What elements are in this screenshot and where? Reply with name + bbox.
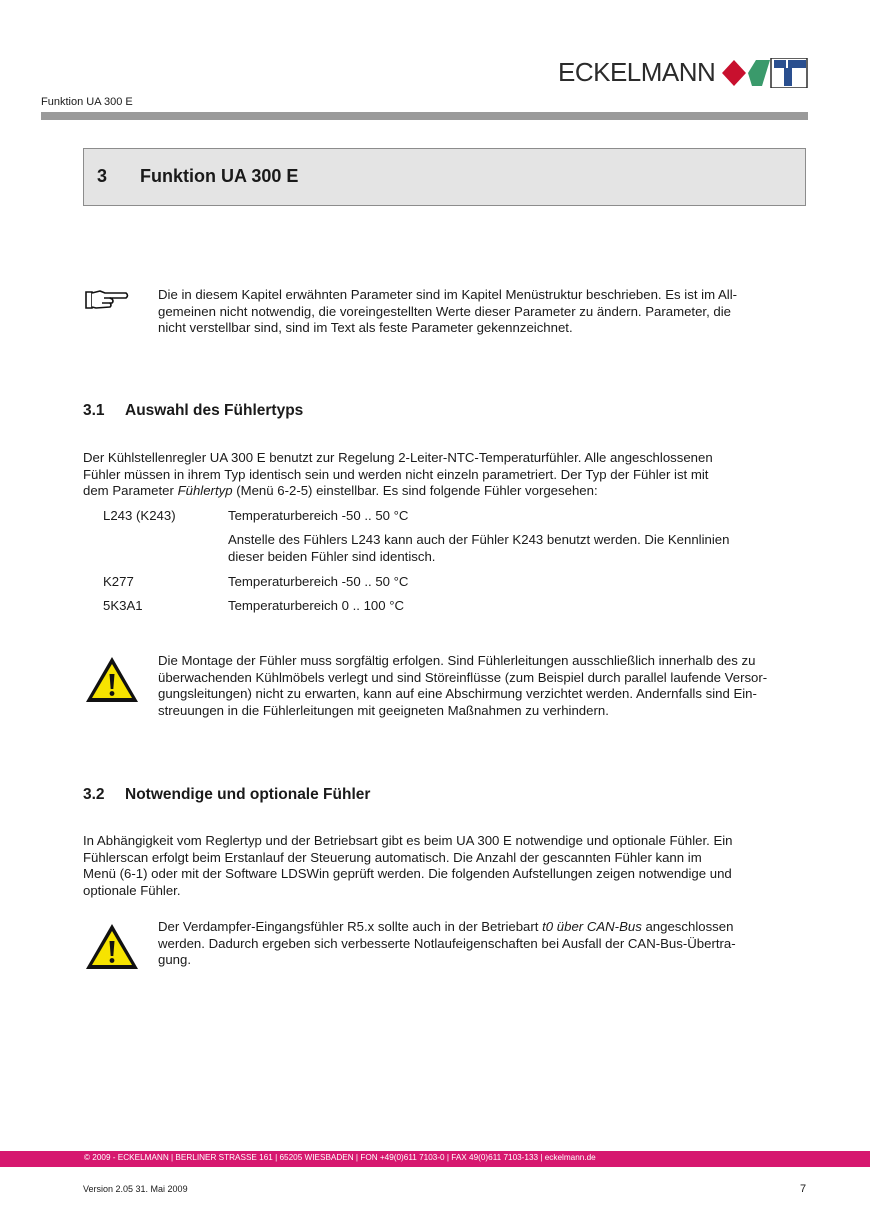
sensor-note (228, 532, 729, 565)
section-number: 3.1 (83, 402, 105, 419)
warning-text (158, 653, 767, 719)
section-title: Notwendige und optionale Fühler (125, 786, 371, 803)
parameter-name: Fühlertyp (177, 483, 233, 498)
section-3-2-intro (83, 833, 733, 899)
note-line: Die in diesem Kapitel erwähnten Parameter sind im Kapitel Menüstruktur beschrieben. Es ist im All- (158, 287, 738, 302)
sensor-range: Temperaturbereich -50 .. 50 °C (228, 508, 409, 523)
sensor-range: Temperaturbereich 0 .. 100 °C (228, 598, 405, 613)
warning-line: streuungen in die Fühlerleitungen mit geeigneten Maßnahmen zu verhindern. (158, 702, 609, 718)
section-3-1-intro (83, 450, 713, 500)
version-info: Version 2.05 31. Mai 2009 (83, 1184, 188, 1194)
paragraph-line (83, 483, 713, 500)
header-divider (41, 112, 808, 120)
sensor-range: Temperaturbereich -50 .. 50 °C (228, 574, 409, 589)
section-3-2-heading (83, 786, 370, 804)
running-header: Funktion UA 300 E (41, 96, 133, 108)
logo-green-shape (748, 60, 770, 86)
text-fragment: dem Parameter (83, 483, 178, 498)
section-3-1-heading (83, 402, 303, 420)
section-number: 3.2 (83, 786, 105, 803)
chapter-title: Funktion UA 300 E (140, 166, 299, 186)
warning-text (158, 919, 736, 969)
note-line: nicht verstellbar sind, sind im Text als feste Parameter gekennzeichnet. (158, 320, 573, 335)
footer-contact: © 2009 - ECKELMANN | BERLINER STRASSE 161 | 65205 WIESBADEN | FON +49(0)611 7103-0 | FAX 49(0)611 7103-133 | eckelmann.de (84, 1153, 596, 1162)
logo-blue-stem (784, 68, 792, 86)
warning-line: Die Montage der Fühler muss sorgfältig erfolgen. Sind Fühlerleitungen ausschließlich innerhalb des zu (158, 653, 756, 668)
section-title: Auswahl des Fühlertyps (125, 402, 304, 419)
note-text (158, 287, 737, 337)
text-fragment: (Menü 6-2-5) einstellbar. Es sind folgende Fühler vorgesehen: (232, 483, 598, 498)
paragraph-line: Der Kühlstellenregler UA 300 E benutzt zur Regelung 2-Leiter-NTC-Temperaturfühler. Alle angeschlossenen (83, 450, 713, 465)
warning-triangle-icon (84, 655, 140, 704)
warning-line: gungsleitungen) nicht zu erwarten, kann auf eine Abschirmung verzichtet werden. Andernfalls sind Ein- (158, 686, 757, 701)
paragraph-line: optionale Fühler. (83, 882, 181, 898)
warning-line (158, 919, 736, 936)
sensor-label: L243 (K243) (103, 508, 176, 523)
paragraph-line: Fühler müssen in ihrem Typ identisch sein und werden nicht einzeln parametriert. Der Typ der Fühler ist mit (83, 466, 709, 482)
sensor-note-line: dieser beiden Fühler sind identisch. (228, 548, 436, 564)
warning-triangle-icon (84, 922, 140, 971)
paragraph-line: Menü (6-1) oder mit der Software LDSWin geprüft werden. Die folgenden Aufstellungen zeigen notwendige und (83, 866, 732, 881)
warning-line: werden. Dadurch ergeben sich verbesserte Notlaufeigenschaften bei Ausfall der CAN-Bus-Übertra- (158, 935, 736, 951)
text-fragment: Der Verdampfer-Eingangsfühler R5.x sollte auch in der Betriebart (158, 919, 543, 934)
pointing-hand-icon (84, 287, 130, 311)
chapter-heading-box (83, 148, 806, 206)
text-fragment: angeschlossen (641, 919, 734, 934)
logo-blue-bar-right (788, 60, 806, 68)
note-line: gemeinen nicht notwendig, die voreingestellten Werte dieser Parameter zu ändern. Parameter, die (158, 303, 732, 319)
logo-blue-bar (774, 60, 786, 68)
logo-red-diamond (722, 60, 746, 86)
logo-marks-icon (722, 58, 808, 88)
paragraph-line: In Abhängigkeit vom Reglertyp und der Betriebsart gibt es beim UA 300 E notwendige und optionale Fühler. Ein (83, 833, 733, 848)
sensor-label: 5K3A1 (103, 598, 143, 613)
paragraph-line: Fühlerscan erfolgt beim Erstanlauf der Steuerung automatisch. Die Anzahl der gescannten Fühler kann im (83, 849, 702, 865)
footer-bar (0, 1151, 870, 1167)
sensor-note-line: Anstelle des Fühlers L243 kann auch der Fühler K243 benutzt werden. Die Kennlinien (228, 532, 730, 547)
company-logo: ECKELMANN (558, 57, 716, 87)
sensor-label: K277 (103, 574, 134, 589)
chapter-number: 3 (97, 166, 108, 186)
warning-line: überwachenden Kühlmöbels verlegt und sind Störeinflüsse (zum Beispiel durch parallel laufende Versor- (158, 669, 768, 685)
page-number: 7 (800, 1183, 807, 1195)
operating-mode: t0 über CAN-Bus (542, 919, 642, 934)
warning-line: gung. (158, 952, 192, 967)
